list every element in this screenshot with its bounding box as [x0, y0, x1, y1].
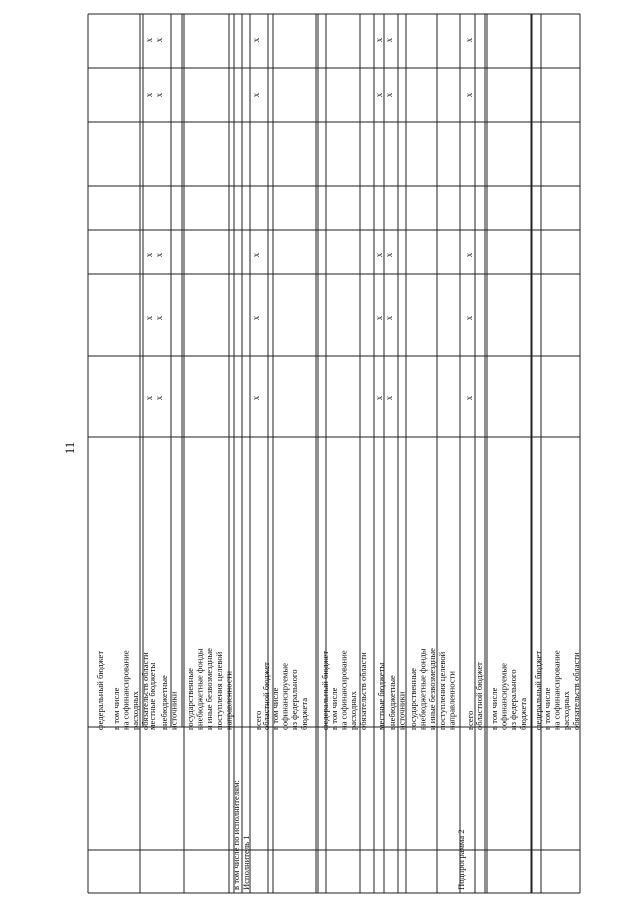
row-label: областной бюджет: [474, 662, 484, 730]
row-label: федеральный бюджет: [533, 650, 543, 730]
x-mark: х: [251, 252, 262, 258]
row-label: направленности: [223, 671, 234, 730]
x-mark: х: [384, 395, 395, 401]
row-label: расходных: [130, 691, 141, 730]
row-label: из федерального: [508, 669, 519, 730]
x-mark: х: [154, 395, 165, 401]
row-label: софинансируемые: [498, 663, 509, 730]
row-label: внебюджетные фонды: [194, 648, 205, 730]
row-label: софинансируемые: [279, 663, 290, 730]
x-mark: х: [251, 395, 262, 401]
x-mark: х: [374, 395, 385, 401]
x-mark: х: [144, 395, 155, 401]
row-label: поступления целевой: [436, 651, 447, 730]
row-label: бюджета: [517, 697, 528, 730]
x-mark: х: [374, 92, 385, 98]
x-mark: х: [384, 37, 395, 43]
x-mark: х: [144, 252, 155, 258]
section-label: в том числе по исполнителям:: [231, 780, 241, 890]
x-mark: х: [374, 315, 385, 321]
x-mark: х: [251, 37, 262, 43]
x-mark: х: [251, 92, 262, 98]
row-label: направленности: [446, 671, 457, 730]
section-label: Исполнитель 1: [241, 835, 251, 890]
row-label: местные бюджеты: [376, 662, 386, 730]
x-mark: х: [464, 92, 475, 98]
row-label: расходных: [561, 691, 572, 730]
row-label: и иные безвозмездные: [204, 648, 215, 730]
x-mark: х: [384, 315, 395, 321]
row-label: на софинансирование: [338, 650, 349, 730]
row-label: расходных: [348, 691, 359, 730]
x-mark: х: [464, 37, 475, 43]
section-label: Подпрограмма 2: [456, 829, 466, 890]
row-label: обязательств области: [357, 652, 368, 730]
row-label: в том числе: [329, 687, 339, 730]
x-mark: х: [154, 92, 165, 98]
row-label: внебюджетные: [387, 675, 397, 730]
row-label: внебюджетные: [159, 675, 169, 730]
x-mark: х: [464, 395, 475, 401]
row-label: областной бюджет: [261, 662, 271, 730]
x-mark: х: [154, 37, 165, 43]
x-mark: х: [464, 252, 475, 258]
row-label: в том числе: [111, 687, 121, 730]
x-mark: х: [384, 252, 395, 258]
row-label: федеральный бюджет: [320, 650, 330, 730]
row-label: на софинансирование: [551, 650, 562, 730]
row-label: бюджета: [298, 697, 309, 730]
x-mark: х: [374, 37, 385, 43]
x-mark: х: [154, 252, 165, 258]
row-label: на софинансирование: [120, 650, 131, 730]
row-label: в том числе: [270, 687, 280, 730]
page-number: 11: [62, 441, 77, 455]
row-label: и иные безвозмездные: [427, 648, 438, 730]
row-label: обязательств области: [139, 652, 150, 730]
x-mark: х: [374, 252, 385, 258]
x-mark: х: [144, 92, 155, 98]
row-label: в том числе: [489, 687, 499, 730]
row-label: в том числе: [542, 687, 552, 730]
row-label: внебюджетные фонды: [417, 648, 428, 730]
x-mark: х: [251, 315, 262, 321]
row-label: из федерального: [289, 669, 300, 730]
row-label: государственные: [185, 668, 195, 730]
row-label: источники: [168, 691, 179, 730]
row-label: государственные: [408, 668, 418, 730]
x-mark: х: [384, 92, 395, 98]
row-label: федеральный бюджет: [95, 650, 105, 730]
x-mark: х: [144, 315, 155, 321]
x-mark: х: [464, 315, 475, 321]
row-label: поступления целевой: [213, 651, 224, 730]
row-label: всего: [253, 710, 263, 730]
row-label: источники: [396, 691, 407, 730]
x-mark: х: [144, 37, 155, 43]
row-label: всего: [465, 710, 475, 730]
row-label: местные бюджеты: [147, 662, 157, 730]
x-mark: х: [154, 315, 165, 321]
row-label: обязательств области: [570, 652, 581, 730]
